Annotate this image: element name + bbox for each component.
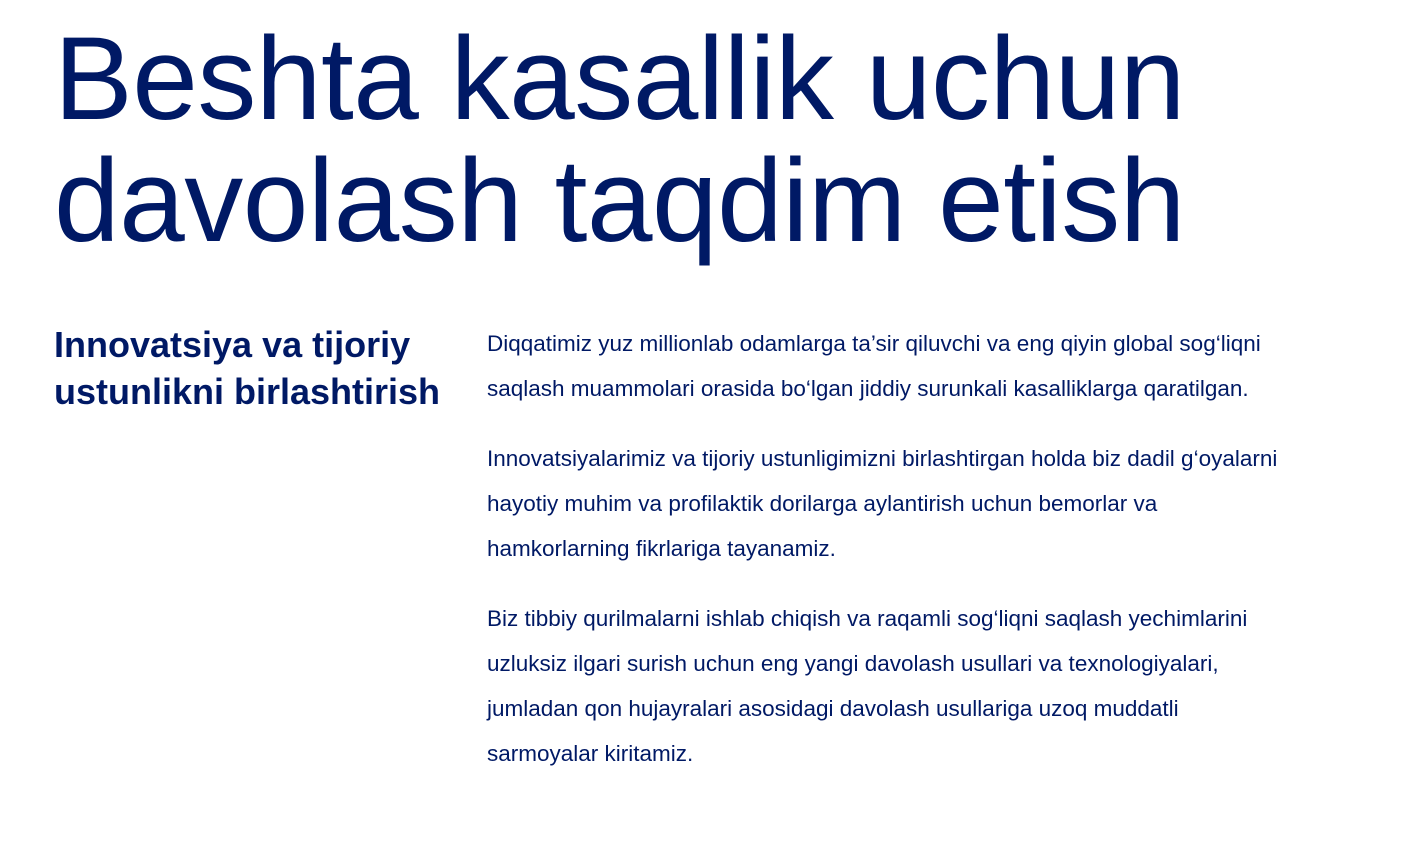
body-copy bbox=[487, 321, 1287, 801]
page-title-line-1: Beshta kasallik uchun bbox=[54, 13, 1185, 145]
paragraph-1: Diqqatimiz yuz millionlab odamlarga ta’sir qiluvchi va eng qiyin global sog‘liqni saqlash muammolari orasida bo‘lgan jiddiy surunkali kasalliklarga qaratilgan. bbox=[487, 331, 1261, 401]
page-title bbox=[54, 13, 1374, 267]
section-subtitle: Innovatsiya va tijoriy ustunlikni birlashtirish bbox=[54, 324, 441, 412]
paragraph-2: Innovatsiyalarimiz va tijoriy ustunligimizni birlashtirgan holda biz dadil g‘oyalarni hayotiy muhim va profilaktik dorilarga aylantirish uchun bemorlar va hamkorlarning fikrlariga tayanamiz. bbox=[487, 446, 1278, 561]
paragraph-3: Biz tibbiy qurilmalarni ishlab chiqish va raqamli sog‘liqni saqlash yechimlarini uzluksiz ilgari surish uchun eng yangi davolash usullari va texnologiyalari, jumladan qon hujayralari asosidagi davolash usullariga uzoq muddatli sarmoyalar kiritamiz. bbox=[487, 606, 1248, 766]
page-title-line-2: davolash taqdim etish bbox=[54, 135, 1185, 267]
